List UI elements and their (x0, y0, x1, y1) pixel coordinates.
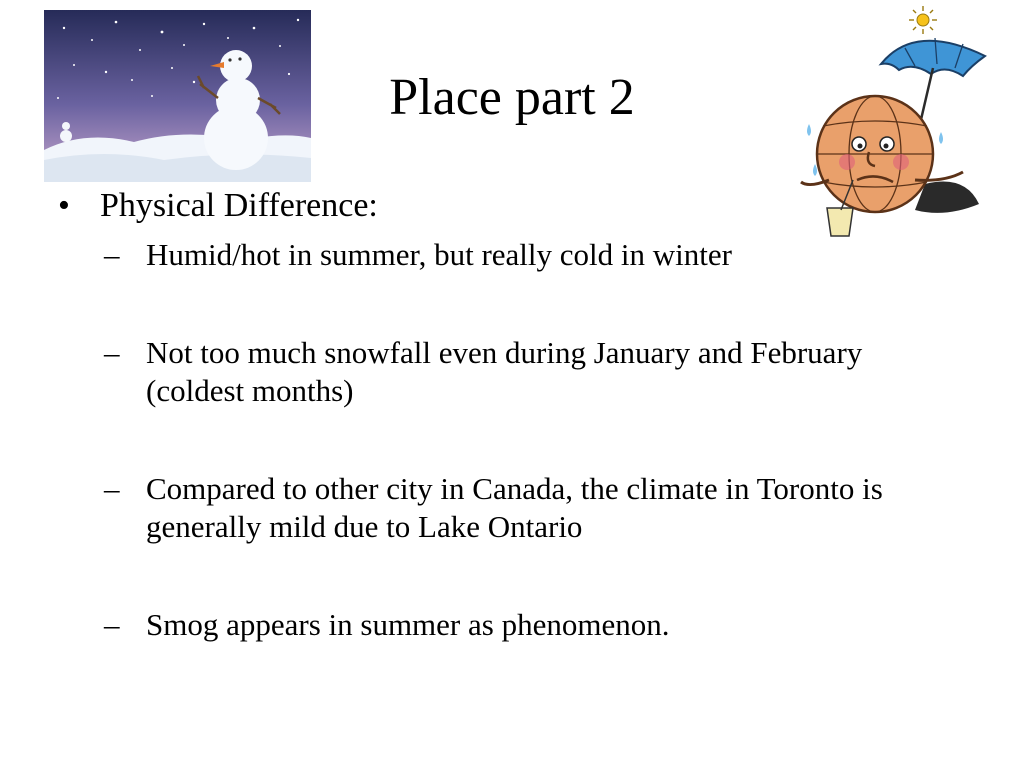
sub-bullet-text: Smog appears in summer as phenomenon. (146, 607, 670, 642)
bullet-marker: • (58, 187, 70, 224)
sub-bullet-text: Not too much snowfall even during January and February (coldest months) (146, 335, 863, 408)
slide-title: Place part 2 (389, 69, 635, 126)
slide-content (58, 186, 918, 704)
sub-bullet-item (104, 606, 918, 644)
bullet-text: Physical Difference: (100, 187, 378, 224)
sub-bullet-item (104, 470, 918, 546)
bullet-physical-difference (58, 186, 918, 226)
sub-bullet-item (104, 334, 918, 410)
sub-bullet-marker: – (104, 335, 120, 370)
sub-bullet-list (104, 236, 918, 644)
sub-bullet-text: Compared to other city in Canada, the climate in Toronto is generally mild due to Lake Ontario (146, 471, 883, 544)
sub-bullet-marker: – (104, 471, 120, 506)
sub-bullet-marker: – (104, 237, 120, 272)
sub-bullet-item (104, 236, 918, 274)
sub-bullet-text: Humid/hot in summer, but really cold in winter (146, 237, 732, 272)
sub-bullet-marker: – (104, 607, 120, 642)
